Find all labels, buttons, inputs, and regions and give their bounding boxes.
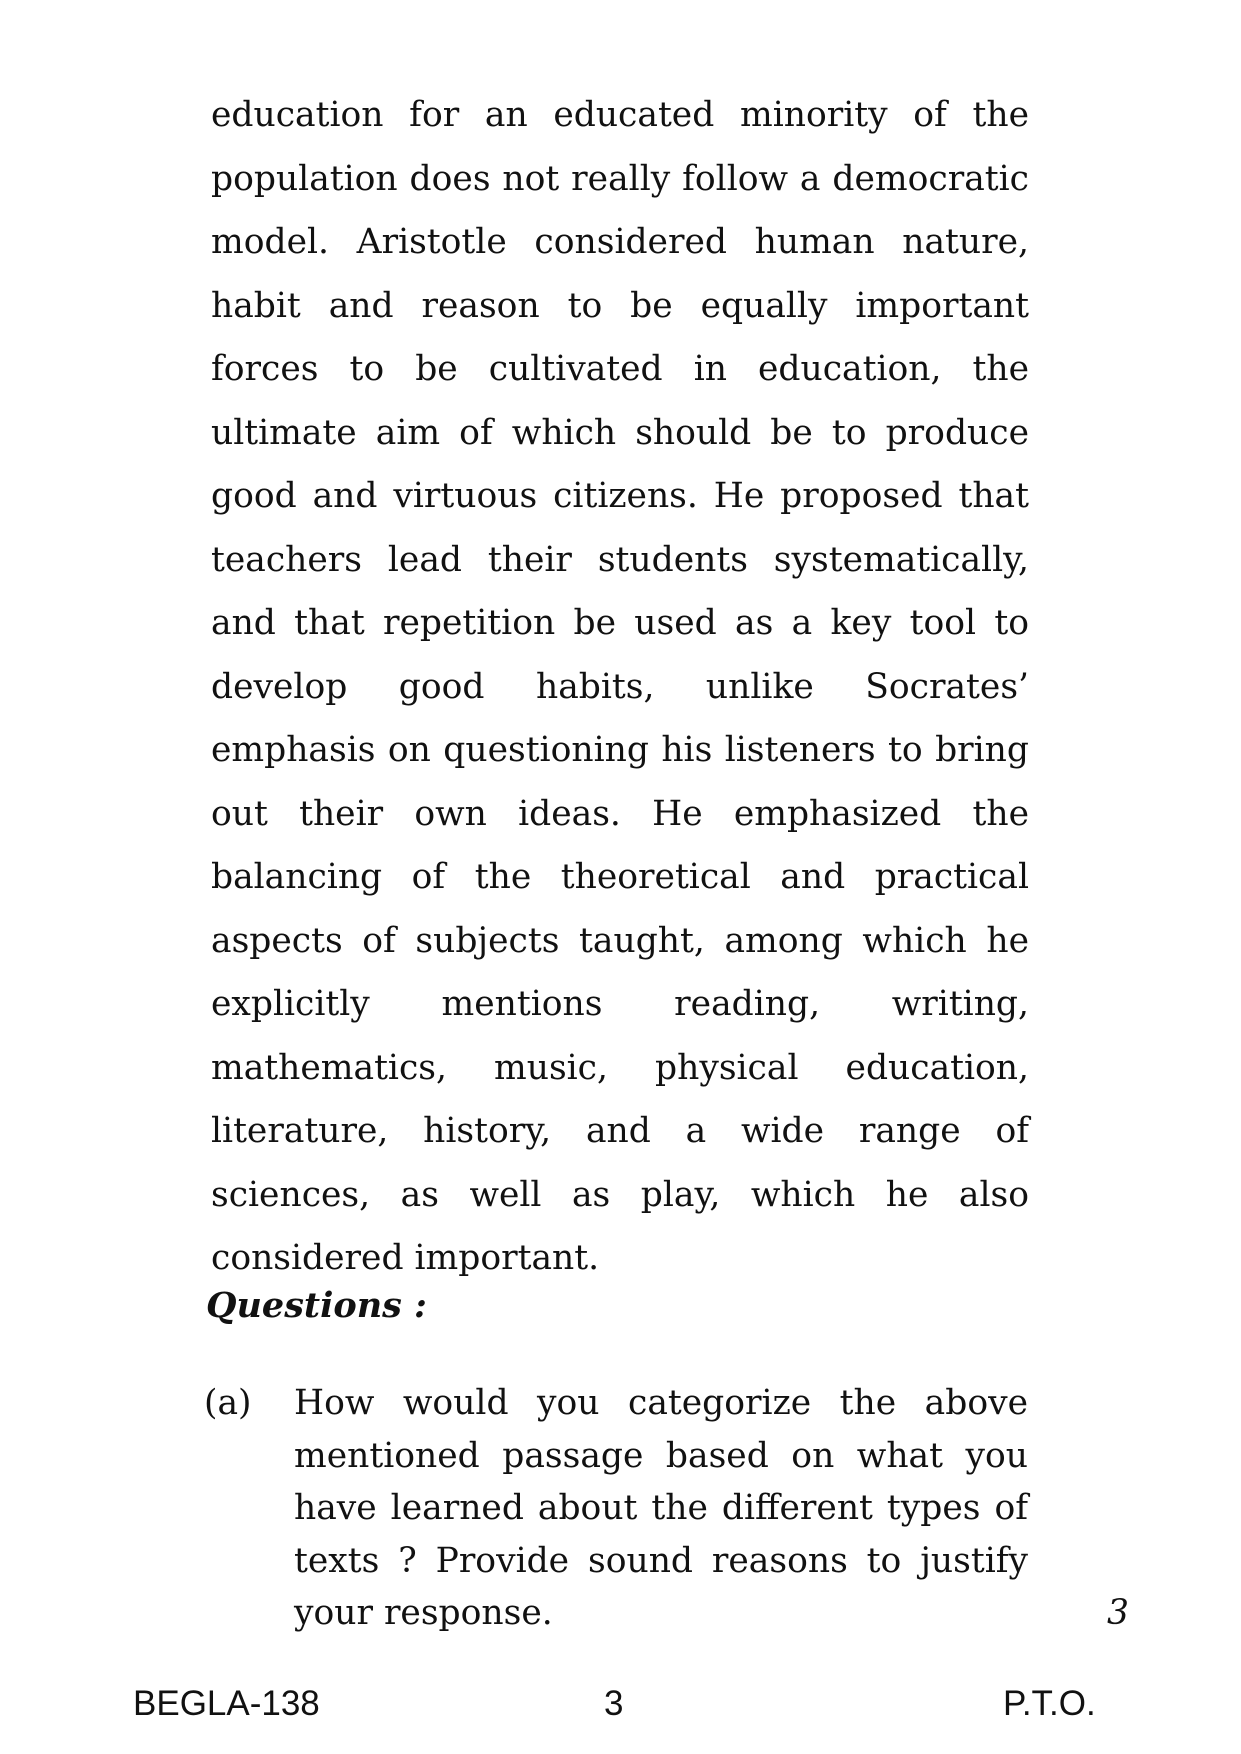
question-text: How would you categorize the above mentioned passage based on what you have learned about the different types of texts ? Provide sound reasons to justify your response. — [294, 1383, 1028, 1633]
passage-text: education for an educated minority of the population does not really follow a democratic model. Aristotle considered human nature, habit and reason to be equally important forces to be cultivated in education, the ultimate aim of which should be to produce good and virtuous citizens. He proposed that teachers lead their students systematically, and that repetition be used as a key tool to develop good habits, unlike Socrates’ emphasis on questioning his listeners to bring out their own ideas. He emphasized the balancing of the theoretical and practical aspects of subjects taught, among which he explicitly mentions reading, writing, mathematics, music, physical education, literature, history, and a wide range of sciences, as well as play, which he also considered important. — [211, 95, 1029, 1278]
footer-page-number: 3 — [604, 1684, 624, 1723]
footer-pto: P.T.O. — [1003, 1684, 1096, 1723]
questions-heading: Questions : — [206, 1285, 427, 1326]
question-marks: 3 — [1107, 1593, 1129, 1633]
question-label: (a) — [204, 1383, 252, 1423]
footer-course-code: BEGLA-138 — [133, 1684, 320, 1723]
